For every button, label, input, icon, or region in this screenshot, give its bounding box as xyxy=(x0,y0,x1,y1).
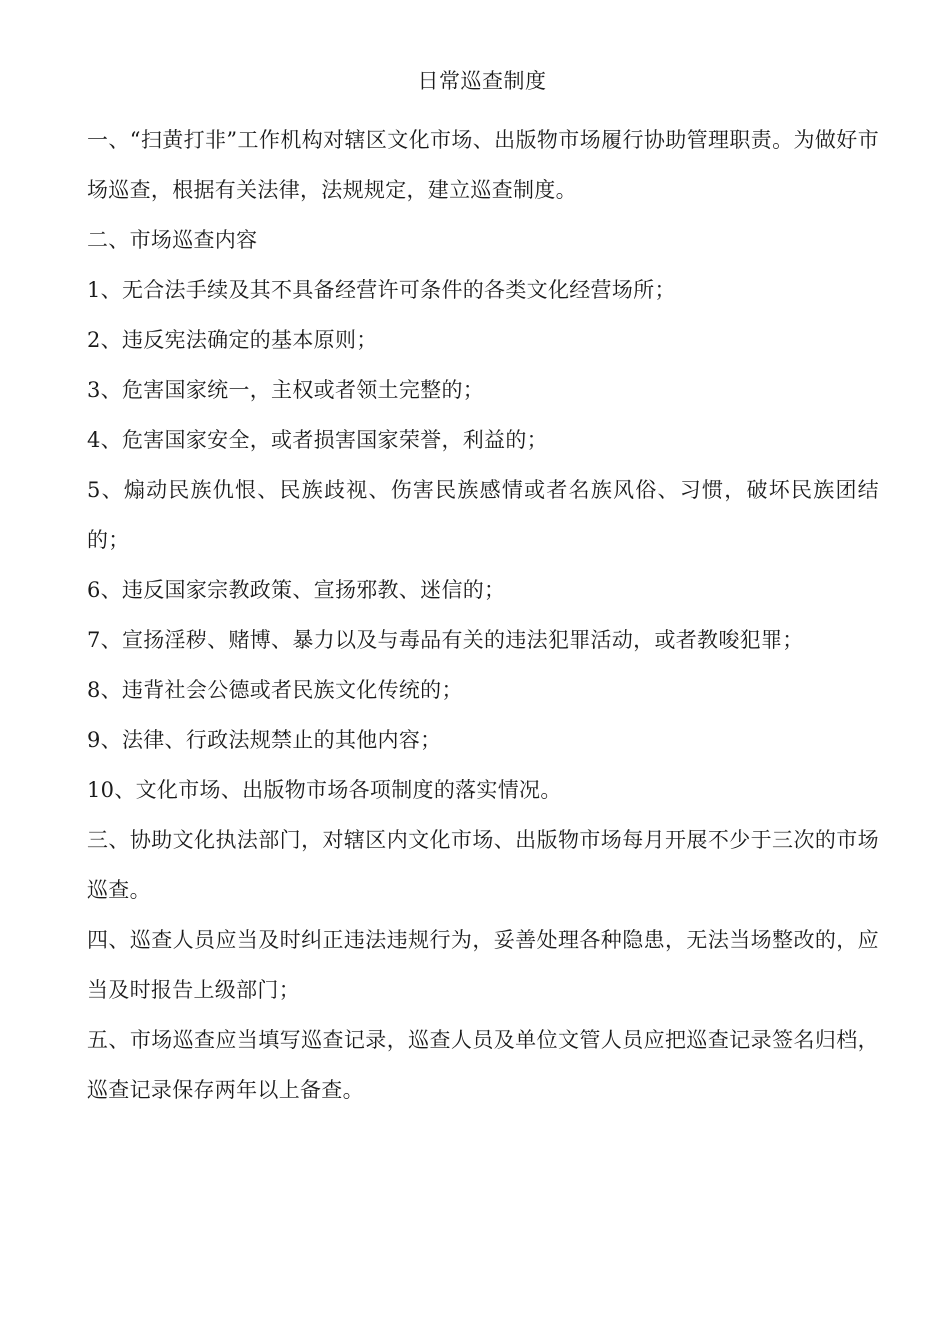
list-item-5: 5、煽动民族仇恨、民族歧视、伤害民族感情或者名族风俗、习惯，破坏民族团结的； xyxy=(87,478,879,552)
list-item-4: 4、危害国家安全，或者损害国家荣誉，利益的； xyxy=(87,428,548,452)
section-three-paragraph: 三、协助文化执法部门，对辖区内文化市场、出版物市场每月开展不少于三次的市场巡查。 xyxy=(87,828,879,902)
list-item-6: 6、违反国家宗教政策、宣扬邪教、迷信的； xyxy=(87,578,506,602)
section-four-paragraph: 四、巡查人员应当及时纠正违法违规行为，妥善处理各种隐患，无法当场整改的，应当及时报告上级部门； xyxy=(87,928,879,1002)
section-five-paragraph: 五、市场巡查应当填写巡查记录，巡查人员及单位文管人员应把巡查记录签名归档，巡查记录保存两年以上备查。 xyxy=(87,1028,879,1102)
list-item-7: 7、宣扬淫秽、赌博、暴力以及与毒品有关的违法犯罪活动，或者教唆犯罪； xyxy=(87,628,804,652)
list-item-1: 1、无合法手续及其不具备经营许可条件的各类文化经营场所； xyxy=(87,278,676,302)
list-item-9: 9、法律、行政法规禁止的其他内容； xyxy=(87,728,442,752)
list-item-2: 2、违反宪法确定的基本原则； xyxy=(87,328,378,352)
section-two-heading: 二、市场巡查内容 xyxy=(87,228,258,252)
document-body xyxy=(87,115,879,1115)
section-one-paragraph: 一、“扫黄打非”工作机构对辖区文化市场、出版物市场履行协助管理职责。为做好市场巡查，根据有关法律，法规规定，建立巡查制度。 xyxy=(87,128,879,202)
document-title: 日常巡查制度 xyxy=(417,69,547,93)
list-item-10: 10、文化市场、出版物市场各项制度的落实情况。 xyxy=(87,778,562,802)
list-item-8: 8、违背社会公德或者民族文化传统的； xyxy=(87,678,463,702)
list-item-3: 3、危害国家统一，主权或者领土完整的； xyxy=(87,378,485,402)
